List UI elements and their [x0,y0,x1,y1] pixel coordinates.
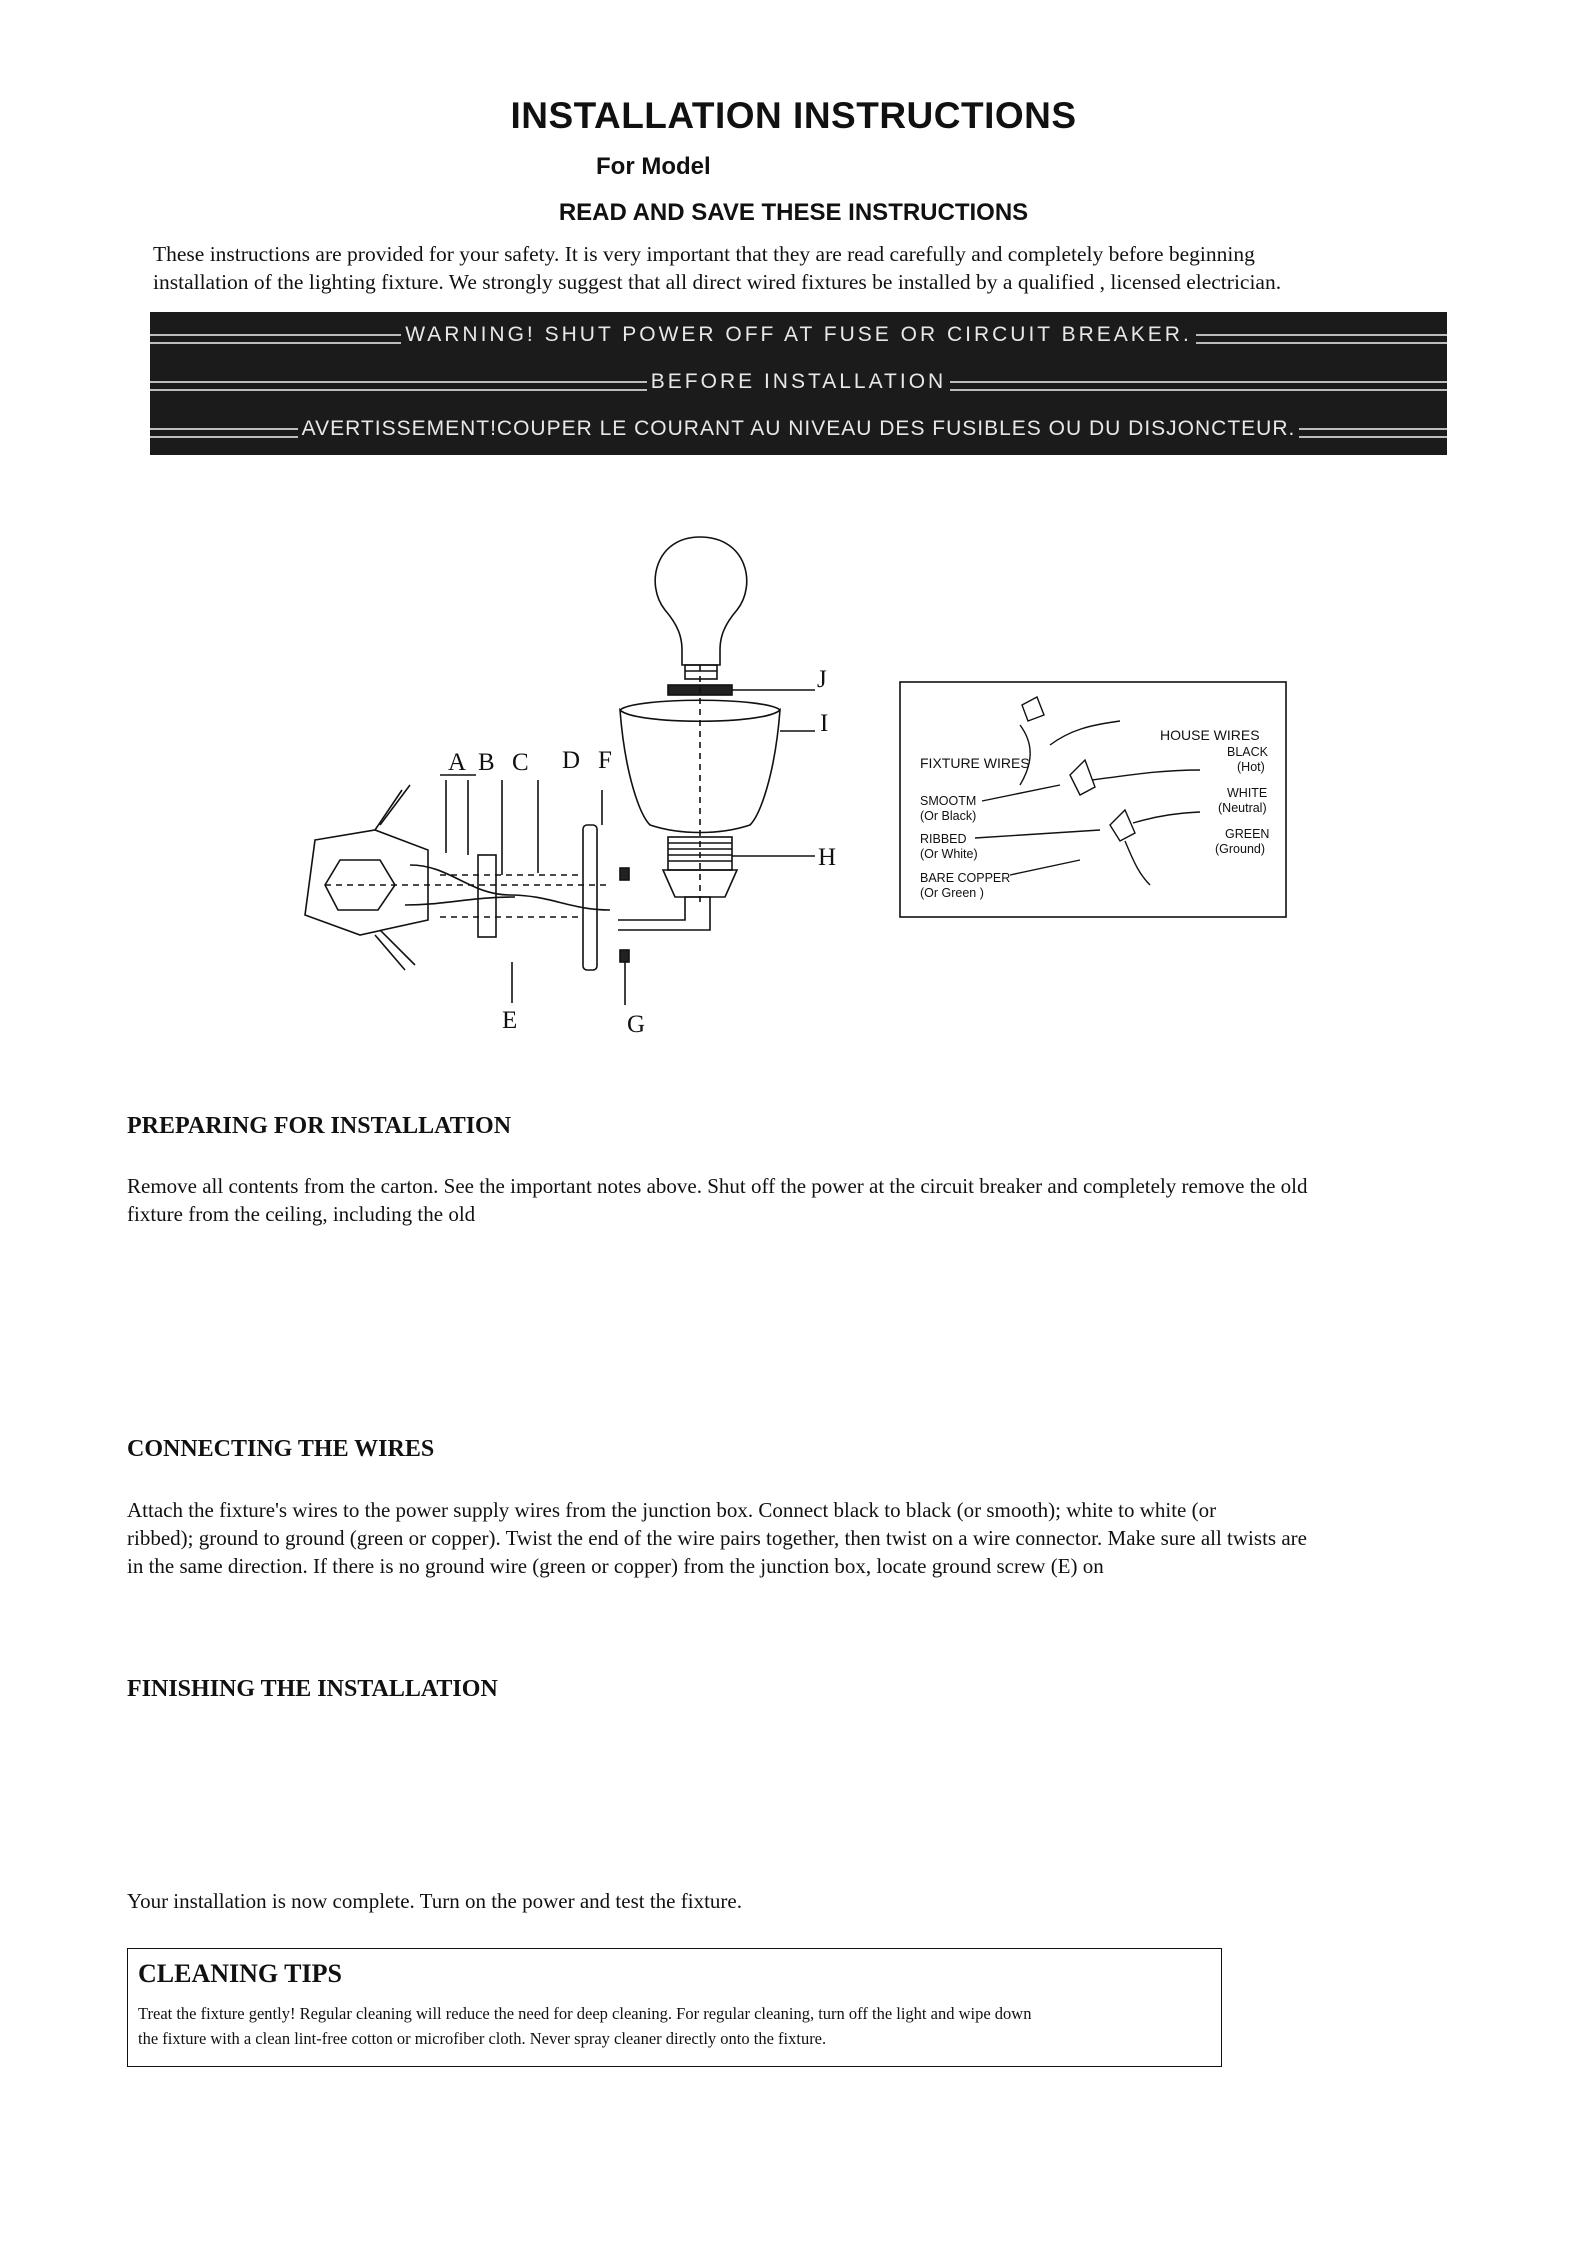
paragraph-line: Attach the fixture's wires to the power supply wires from the junction box. Connect black to black (or smooth); white to white (or [127,1498,1217,1522]
warning-line-1: WARNING! SHUT POWER OFF AT FUSE OR CIRCUIT BREAKER. [401,323,1196,346]
label-i: I [820,710,829,737]
backplate-icon [583,825,597,970]
black-label: BLACK [1227,745,1268,759]
intro-line: These instructions are provided for your safety. It is very important that they are read carefully and completely before beginning [153,242,1255,266]
warning-row [150,413,1447,447]
cleaning-tips-title: CLEANING TIPS [138,1959,342,1988]
installation-diagram [280,525,1300,1055]
cleaning-tips-box [127,1948,1222,2067]
label-g: G [627,1011,646,1038]
tips-line: the fixture with a clean lint-free cotton or microfiber cloth. Never spray cleaner directly onto the fixture. [138,2029,827,2048]
label-h: H [818,844,837,871]
ribbed-label: RIBBED [920,832,967,846]
crossbar-icon [478,855,496,937]
model-label: For Model [596,153,711,180]
hot-label: (Hot) [1237,760,1265,774]
connecting-heading: CONNECTING THE WIRES [127,1436,435,1462]
arm-icon [618,897,710,930]
label-a: A [448,749,467,776]
read-save-heading: READ AND SAVE THESE INSTRUCTIONS [558,199,1029,226]
house-wires-label: HOUSE WIRES [1160,727,1260,743]
shade-icon [620,710,780,833]
wire-connector-icon [1110,810,1135,841]
or-black-label: (Or Black) [920,809,977,823]
intro-paragraph [153,240,1453,296]
tips-line: Treat the fixture gently! Regular cleaning will reduce the need for deep cleaning. For regular cleaning, turn off the light and wipe down [138,2004,1032,2023]
part-labels [448,666,836,1038]
warning-line-3: AVERTISSEMENT!COUPER LE COURANT AU NIVEAU DES FUSIBLES OU DU DISJONCTEUR. [298,417,1300,440]
finishing-heading: FINISHING THE INSTALLATION [127,1676,498,1702]
junction-box-icon [305,830,428,935]
label-f: F [598,747,612,774]
warning-row [150,319,1447,353]
label-d: D [562,747,581,774]
fixture-wires-label: FIXTURE WIRES [920,755,1030,771]
wiring-inset [900,682,1286,917]
label-j: J [817,666,827,693]
page-title: INSTALLATION INSTRUCTIONS [510,95,1077,136]
bare-copper-label: BARE COPPER [920,871,1011,885]
wire-connector-icon [1070,760,1095,795]
white-label: WHITE [1227,786,1268,800]
label-e: E [502,1007,518,1034]
cleaning-tips-body [138,2001,1208,2051]
or-white-label: (Or White) [920,847,978,861]
ground-label: (Ground) [1215,842,1266,856]
smooth-label: SMOOTM [920,794,977,808]
warning-line-2: BEFORE INSTALLATION [647,370,950,393]
paragraph-line: in the same direction. If there is no ground wire (green or copper) from the junction box, locate ground screw (E) on [127,1554,1104,1578]
connecting-paragraph [127,1496,1487,1580]
green-label: GREEN [1225,827,1270,841]
bulb-base-icon [685,665,717,679]
paragraph-line: fixture from the ceiling, including the old [127,1202,476,1226]
intro-line: installation of the lighting fixture. We strongly suggest that all direct wired fixtures be installed by a qualified , licensed electrician. [153,270,1282,294]
warning-banner [150,312,1447,455]
neutral-label: (Neutral) [1218,801,1267,815]
label-c: C [512,749,529,776]
label-b: B [478,749,495,776]
bulb-icon [655,537,747,665]
paragraph-line: ribbed); ground to ground (green or copper). Twist the end of the wire pairs together, then twist on a wire connector. Make sure all twists are [127,1526,1307,1550]
complete-text: Your installation is now complete. Turn on the power and test the fixture. [127,1889,742,1913]
preparing-heading: PREPARING FOR INSTALLATION [127,1113,512,1139]
preparing-paragraph [127,1172,1487,1228]
paragraph-line: Remove all contents from the carton. See the important notes above. Shut off the power at the circuit breaker and completely remove the old [127,1174,1308,1198]
wire-connector-icon [1022,697,1044,721]
warning-row [150,366,1447,400]
or-green-label: (Or Green ) [920,886,984,900]
